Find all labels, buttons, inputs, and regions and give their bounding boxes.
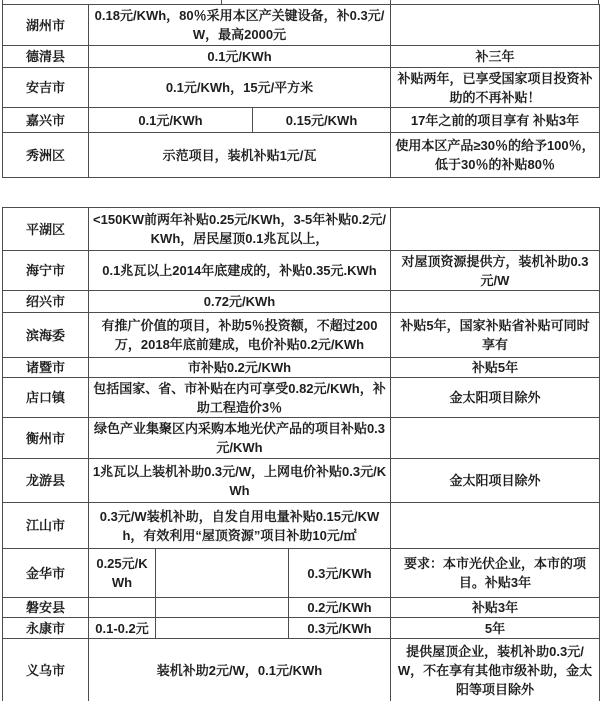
table-row [3, 108, 600, 133]
subsidy-value-cell: 0.2元/KWh [289, 598, 391, 618]
subsidy-value-cell: 0.25元/KWh [89, 549, 156, 598]
subsidy-value-cell: 0.15元/KWh [253, 108, 391, 133]
table-row [3, 418, 600, 459]
subsidy-value-cell: 金太阳项目除外 [391, 378, 600, 418]
subsidy-value-cell: 补贴3年 [391, 598, 600, 618]
subsidy-value-cell [391, 291, 600, 313]
region-name-cell: 嘉兴市 [3, 108, 89, 133]
subsidy-value-cell: 0.1元/KWh，15元/平方米 [89, 68, 391, 108]
region-name-cell: 安吉市 [3, 68, 89, 108]
subsidy-value-cell: 要求：本市光伏企业，本市的项目。补贴3年 [391, 549, 600, 598]
subsidy-value-cell [156, 598, 289, 618]
region-name-cell: 永康市 [3, 618, 89, 639]
region-name-cell: 店口镇 [3, 378, 89, 418]
table-row [3, 5, 600, 46]
subsidy-table-upper [2, 4, 600, 178]
region-name-cell: 德清县 [3, 46, 89, 68]
table-row [3, 598, 600, 618]
table-row [3, 378, 600, 418]
subsidy-value-cell: 补贴5年 [391, 358, 600, 378]
subsidy-value-cell: 0.3元/W装机补助，自发自用电量补贴0.15元/KWh，有效利用“屋顶资源”项目补助10元/㎡ [89, 503, 391, 549]
subsidy-value-cell [391, 503, 600, 549]
subsidy-value-cell: 补三年 [391, 46, 600, 68]
subsidy-value-cell [391, 418, 600, 459]
subsidy-value-cell: 提供屋顶企业，装机补助0.3元/W，不在享有其他市级补助，金太阳等项目除外 [391, 639, 600, 701]
subsidy-value-cell: 市补贴0.2元/KWh [89, 358, 391, 378]
subsidy-value-cell: 0.72元/KWh [89, 291, 391, 313]
subsidy-value-cell: 17年之前的项目享有 补贴3年 [391, 108, 600, 133]
subsidy-value-cell: 0.1元/KWh [89, 108, 253, 133]
table-row [3, 639, 600, 701]
subsidy-value-cell: 0.1元/KWh [89, 46, 391, 68]
region-name-cell: 海宁市 [3, 251, 89, 291]
subsidy-value-cell [89, 598, 156, 618]
subsidy-value-cell: 0.18元/KWh，80％采用本区产关键设备，补0.3元/W，最高2000元 [89, 5, 391, 46]
subsidy-value-cell: 使用本区产品≥30％的给予100％，低于30％的补贴80％ [391, 133, 600, 178]
subsidy-value-cell [391, 5, 600, 46]
region-name-cell: 龙游县 [3, 459, 89, 503]
region-name-cell: 金华市 [3, 549, 89, 598]
subsidy-value-cell: 包括国家、省、市补贴在内可享受0.82元/KWh，补助工程造价3％ [89, 378, 391, 418]
region-name-cell: 绍兴市 [3, 291, 89, 313]
table-row [3, 68, 600, 108]
subsidy-value-cell: 补贴5年，国家补贴省补贴可同时享有 [391, 313, 600, 358]
table-row [3, 549, 600, 598]
table-row [3, 313, 600, 358]
subsidy-value-cell: 0.3元/KWh [289, 618, 391, 639]
subsidy-value-cell: 0.3元/KWh [289, 549, 391, 598]
subsidy-value-cell [156, 549, 289, 598]
subsidy-value-cell: 5年 [391, 618, 600, 639]
table-row [3, 133, 600, 178]
region-name-cell: 衡州市 [3, 418, 89, 459]
table-row [3, 358, 600, 378]
subsidy-value-cell: <150KW前两年补贴0.25元/KWh，3-5年补贴0.2元/KWh，居民屋顶0.1兆瓦以上， [89, 208, 391, 251]
table-row [3, 291, 600, 313]
subsidy-table-lower [2, 207, 600, 701]
subsidy-value-cell: 1兆瓦以上装机补助0.3元/W，上网电价补贴0.3元/KWh [89, 459, 391, 503]
subsidy-value-cell: 对屋顶资源提供方，装机补助0.3元/W [391, 251, 600, 291]
region-name-cell: 诸暨市 [3, 358, 89, 378]
subsidy-value-cell: 有推广价值的项目，补助5％投资额，不超过200万，2018年底前建成，电价补贴0.2元/KWh [89, 313, 391, 358]
region-name-cell: 义乌市 [3, 639, 89, 701]
region-name-cell: 平湖区 [3, 208, 89, 251]
subsidy-value-cell: 0.1-0.2元 [89, 618, 156, 639]
table-row [3, 503, 600, 549]
subsidy-value-cell [391, 208, 600, 251]
region-name-cell: 滨海委 [3, 313, 89, 358]
subsidy-value-cell: 装机补助2元/W，0.1元/KWh [89, 639, 391, 701]
table-row [3, 459, 600, 503]
subsidy-value-cell: 金太阳项目除外 [391, 459, 600, 503]
region-name-cell: 湖州市 [3, 5, 89, 46]
region-name-cell: 江山市 [3, 503, 89, 549]
region-name-cell: 秀洲区 [3, 133, 89, 178]
table-row [3, 251, 600, 291]
subsidy-value-cell: 0.1兆瓦以上2014年底建成的，补贴0.35元.KWh [89, 251, 391, 291]
region-name-cell: 磐安县 [3, 598, 89, 618]
subsidy-value-cell: 绿色产业集聚区内采购本地光伏产品的项目补贴0.3元/KWh [89, 418, 391, 459]
table-row [3, 208, 600, 251]
subsidy-value-cell: 示范项目，装机补贴1元/瓦 [89, 133, 391, 178]
table-row [3, 618, 600, 639]
subsidy-value-cell: 补贴两年，已享受国家项目投资补助的不再补贴！ [391, 68, 600, 108]
table-row [3, 46, 600, 68]
subsidy-value-cell [156, 618, 289, 639]
